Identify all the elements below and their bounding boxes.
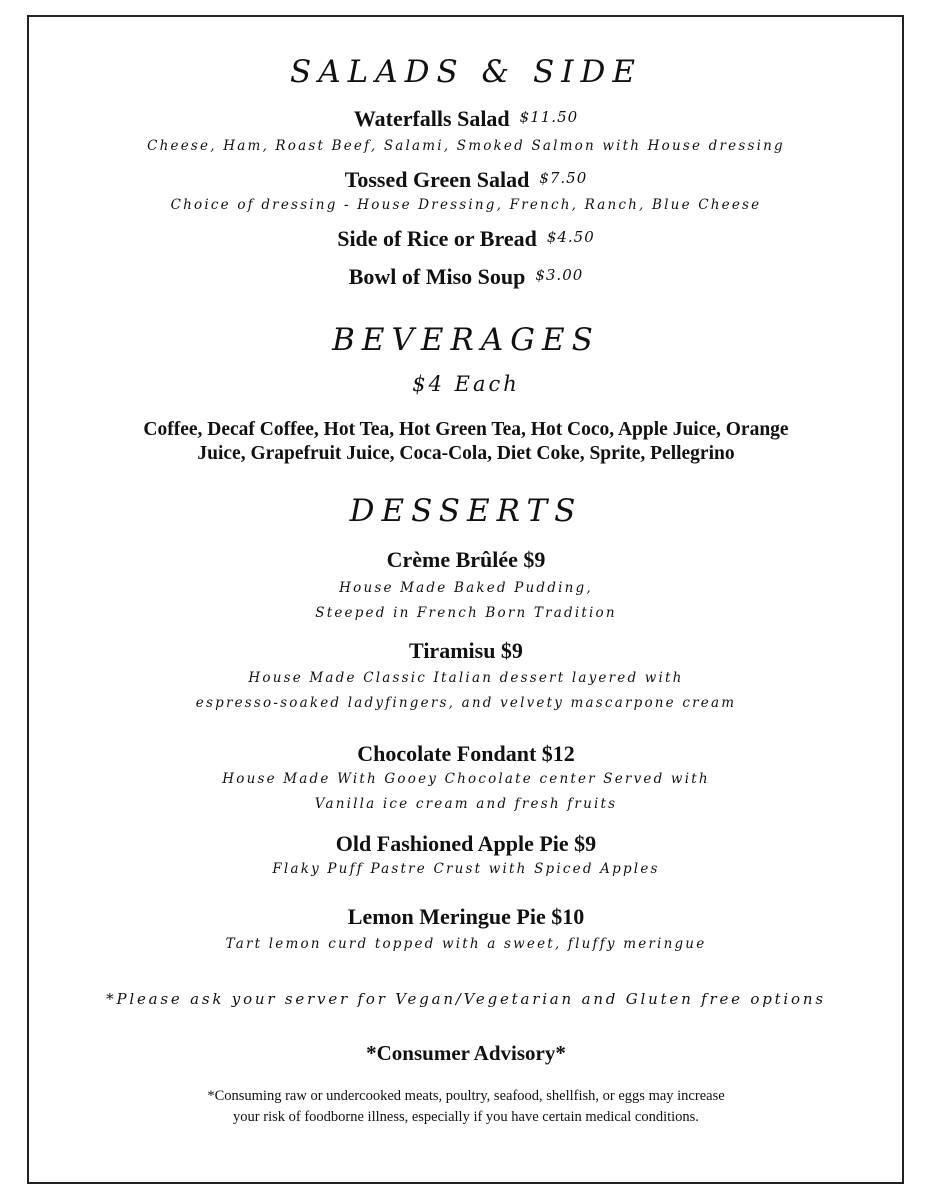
menu-item-tossed-green-salad <box>0 167 932 193</box>
dessert-apple-pie: Old Fashioned Apple Pie $9 <box>335 831 597 856</box>
desserts-heading: DESSERTS <box>349 493 583 529</box>
item-name: Tossed Green Salad <box>344 167 530 192</box>
salads-heading: SALADS & SIDE <box>290 54 642 90</box>
item-description: Cheese, Ham, Roast Beef, Salami, Smoked Salmon with House dressing <box>147 138 785 154</box>
item-description: Flaky Puff Pastre Crust with Spiced Apples <box>272 861 660 877</box>
dessert-creme-brulee: Crème Brûlée $9 <box>386 547 546 572</box>
consumer-advisory-line1: *Consuming raw or undercooked meats, poultry, seafood, shellfish, or eggs may increase <box>207 1088 725 1104</box>
item-name: Bowl of Miso Soup <box>348 264 526 289</box>
dessert-tiramisu: Tiramisu $9 <box>409 638 523 663</box>
consumer-advisory-line2: your risk of foodborne illness, especially if you have certain medical conditions. <box>233 1109 699 1125</box>
dietary-options-note: *Please ask your server for Vegan/Vegetarian and Gluten free options <box>106 990 826 1008</box>
item-description: House Made Classic Italian dessert layered with <box>248 670 684 686</box>
item-description: espresso-soaked ladyfingers, and velvety mascarpone cream <box>195 695 737 711</box>
item-description: Vanilla ice cream and fresh fruits <box>314 796 618 812</box>
dessert-chocolate-fondant: Chocolate Fondant $12 <box>357 741 575 766</box>
item-price: $11.50 <box>519 108 579 126</box>
item-name: Waterfalls Salad <box>353 106 510 131</box>
menu-item-side-rice-bread <box>0 226 932 252</box>
item-description: House Made With Gooey Chocolate center Served with <box>222 771 710 787</box>
dessert-lemon-meringue-pie: Lemon Meringue Pie $10 <box>347 904 585 929</box>
beverages-list-line2: Juice, Grapefruit Juice, Coca-Cola, Diet Coke, Sprite, Pellegrino <box>197 443 735 464</box>
item-description: Choice of dressing - House Dressing, French, Ranch, Blue Cheese <box>170 197 762 213</box>
item-price: $7.50 <box>539 169 588 187</box>
item-description: Tart lemon curd topped with a sweet, fluffy meringue <box>225 936 707 952</box>
item-description: House Made Baked Pudding, <box>339 580 593 596</box>
item-price: $4.50 <box>546 228 595 246</box>
beverages-heading: BEVERAGES <box>332 322 600 358</box>
item-price: $3.00 <box>535 266 584 284</box>
menu-item-miso-soup <box>0 264 932 290</box>
beverages-price: $4 Each <box>412 372 520 396</box>
menu-item-waterfalls-salad <box>0 106 932 132</box>
beverages-list-line1: Coffee, Decaf Coffee, Hot Tea, Hot Green Tea, Hot Coco, Apple Juice, Orange <box>143 419 789 440</box>
item-description: Steeped in French Born Tradition <box>315 605 617 621</box>
consumer-advisory-title: *Consumer Advisory* <box>366 1041 566 1065</box>
item-name: Side of Rice or Bread <box>337 226 537 251</box>
